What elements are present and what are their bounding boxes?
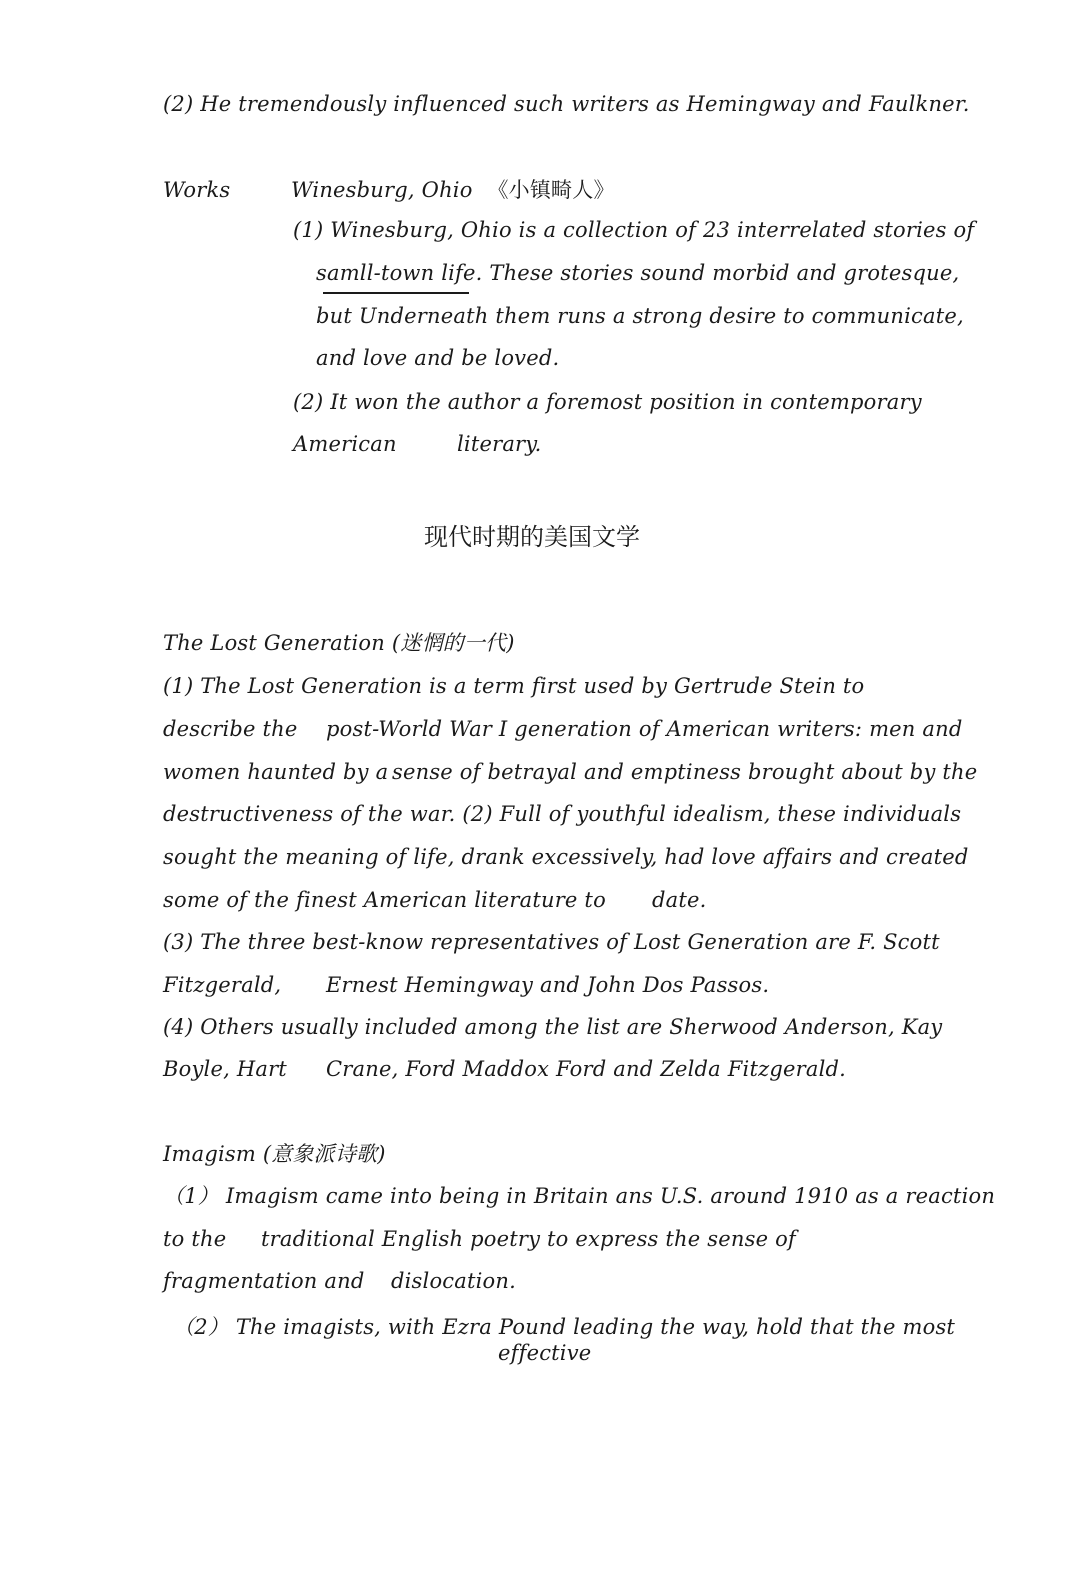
lost-generation-line-2a: describe the <box>163 717 298 741</box>
lost-generation-line-8a: Fitzgerald, <box>163 973 282 997</box>
lost-generation-line-1: (1) The Lost Generation is a term first used by Gertrude Stein to <box>163 674 865 698</box>
works-p1-line4: and love and be loved. <box>316 346 560 370</box>
lost-generation-line-5: sought the meaning of life, drank excessively, had love affairs and created <box>163 845 969 869</box>
lost-generation-line-6b: date. <box>652 888 707 912</box>
works-p2-line2-b: literary. <box>457 432 542 456</box>
lost-generation-line-10a: Boyle, Hart <box>163 1057 287 1081</box>
lost-generation-line-3a: women haunted by a <box>163 760 389 784</box>
works-p1-line2: samll-town life. These stories sound morbid and grotesque, <box>316 261 960 285</box>
intro-item-2: (2) He tremendously influenced such writers as Hemingway and Faulkner. <box>163 92 970 116</box>
lost-generation-line-7: (3) The three best-know representatives of Lost Generation are F. Scott <box>163 930 940 954</box>
works-p2-line2-a: American <box>293 432 397 456</box>
imagism-line-5: effective <box>498 1341 592 1365</box>
imagism-line-2a: to the <box>163 1227 227 1251</box>
works-p1-line1-rest: is a collection of 23 interrelated stories of <box>511 218 975 242</box>
works-title-en: Winesburg, Ohio <box>291 178 473 202</box>
lost-generation-line-6a: some of the finest American literature to <box>163 888 606 912</box>
imagism-heading: Imagism (意象派诗歌) <box>163 1142 386 1166</box>
lost-generation-line-3b: sense of betrayal and emptiness brought about by the <box>392 760 978 784</box>
imagism-line-1: （1） Imagism came into being in Britain ans U.S. around 1910 as a reaction <box>163 1184 996 1208</box>
works-title-cn: 《小镇畸人》 <box>487 178 615 202</box>
lost-generation-line-10b: Crane, Ford Maddox Ford and Zelda Fitzgerald. <box>326 1057 847 1081</box>
imagism-line-3a: fragmentation and <box>163 1269 365 1293</box>
imagism-line-3b: dislocation. <box>391 1269 516 1293</box>
works-p1-line3: but Underneath them runs a strong desire to communicate, <box>316 304 964 328</box>
underline-mark <box>323 292 469 294</box>
section-title: 现代时期的美国文学 <box>424 523 640 551</box>
works-label: Works <box>163 178 231 202</box>
lost-generation-line-8b: Ernest Hemingway and John Dos Passos. <box>326 973 770 997</box>
works-p1-line1 <box>293 216 974 244</box>
works-title <box>291 176 615 204</box>
works-p2-line1: (2) It won the author a foremost position in contemporary <box>293 390 922 414</box>
lost-generation-line-2b: post-World War I generation of American writers: men and <box>326 717 963 741</box>
imagism-line-4: （2） The imagists, with Ezra Pound leading the way, hold that the most <box>173 1315 956 1339</box>
works-p1-prefix: (1) <box>293 218 331 242</box>
imagism-line-2b: traditional English poetry to express the sense of <box>261 1227 796 1251</box>
lost-generation-line-4: destructiveness of the war. (2) Full of youthful idealism, these individuals <box>163 802 962 826</box>
lost-generation-heading: The Lost Generation (迷惘的一代) <box>163 631 515 655</box>
works-p1-title: Winesburg, Ohio <box>330 218 512 242</box>
lost-generation-line-9: (4) Others usually included among the list are Sherwood Anderson, Kay <box>163 1015 943 1039</box>
